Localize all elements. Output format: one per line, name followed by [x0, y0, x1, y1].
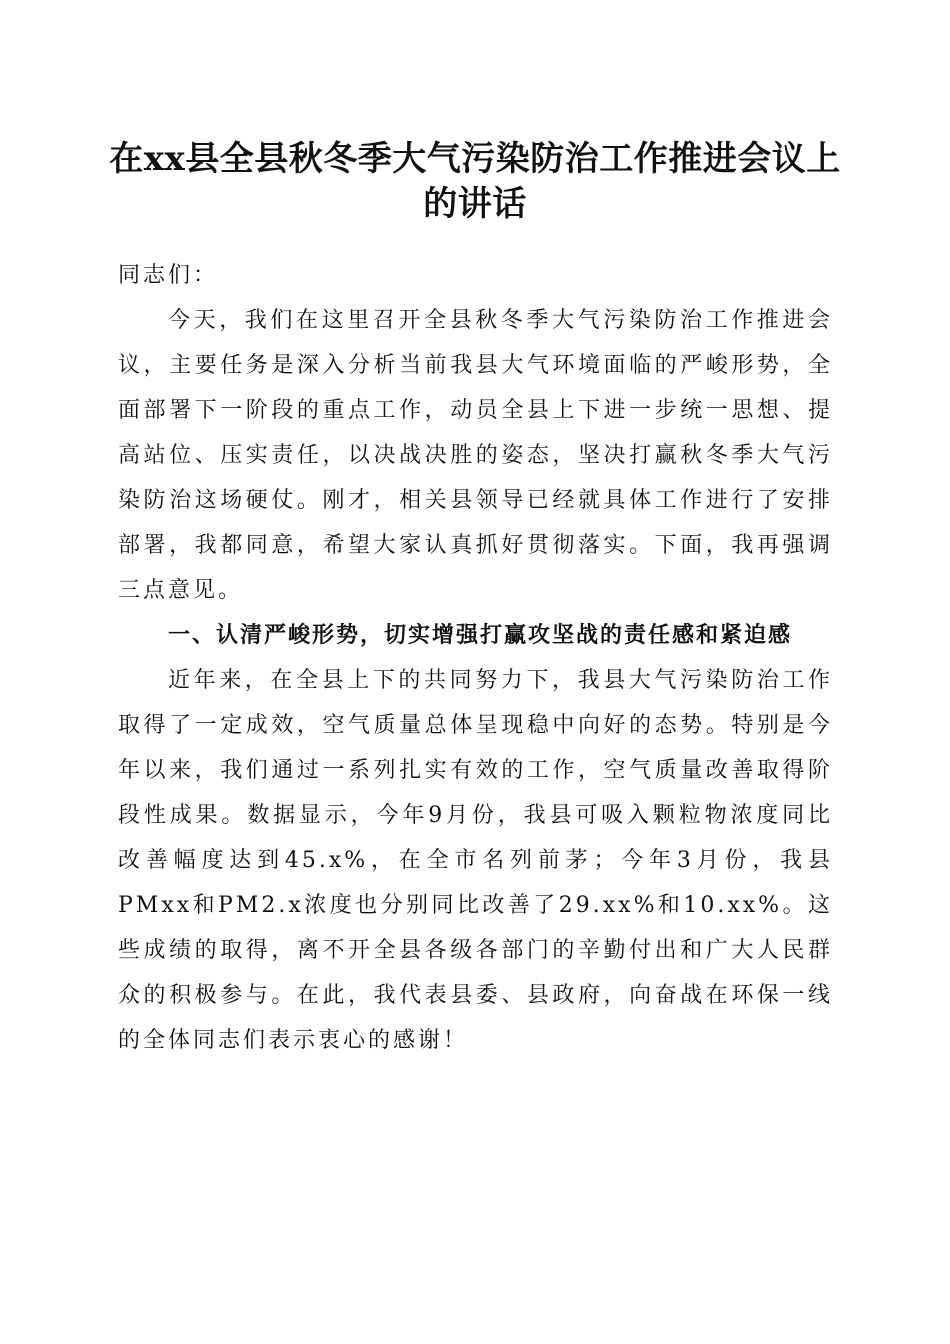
document-body — [118, 253, 833, 1063]
intro-paragraph: 今天，我们在这里召开全县秋冬季大气污染防治工作推进会议，主要任务是深入分析当前我县大气环境面临的严峻形势，全面部署下一阶段的重点工作，动员全县上下进一步统一思想、提高站位、压实责任，以决战决胜的姿态，坚决打赢秋冬季大气污染防治这场硬仗。刚才，相关县领导已经就具体工作进行了安排部署，我都同意，希望大家认真抓好贯彻落实。下面，我再强调三点意见。 — [118, 308, 833, 603]
section-1-paragraph: 近年来，在全县上下的共同努力下，我县大气污染防治工作取得了一定成效，空气质量总体呈现稳中向好的态势。特别是今年以来，我们通过一系列扎实有效的工作，空气质量改善取得阶段性成果。数据显示，今年9月份，我县可吸入颗粒物浓度同比改善幅度达到45.x%，在全市名列前茅；今年3月份，我县PMxx和PM2.x浓度也分别同比改善了29.xx%和10.xx%。这些成绩的取得，离不开全县各级各部门的辛勤付出和广大人民群众的积极参与。在此，我代表县委、县政府，向奋战在环保一线的全体同志们表示衷心的感谢！ — [118, 668, 833, 1053]
document-title: 在xx县全县秋冬季大气污染防治工作推进会议上的讲话 — [109, 139, 841, 224]
salutation: 同志们： — [118, 263, 219, 288]
section-heading-1: 一、认清严峻形势，切实增强打赢攻坚战的责任感和紧迫感 — [168, 623, 793, 648]
